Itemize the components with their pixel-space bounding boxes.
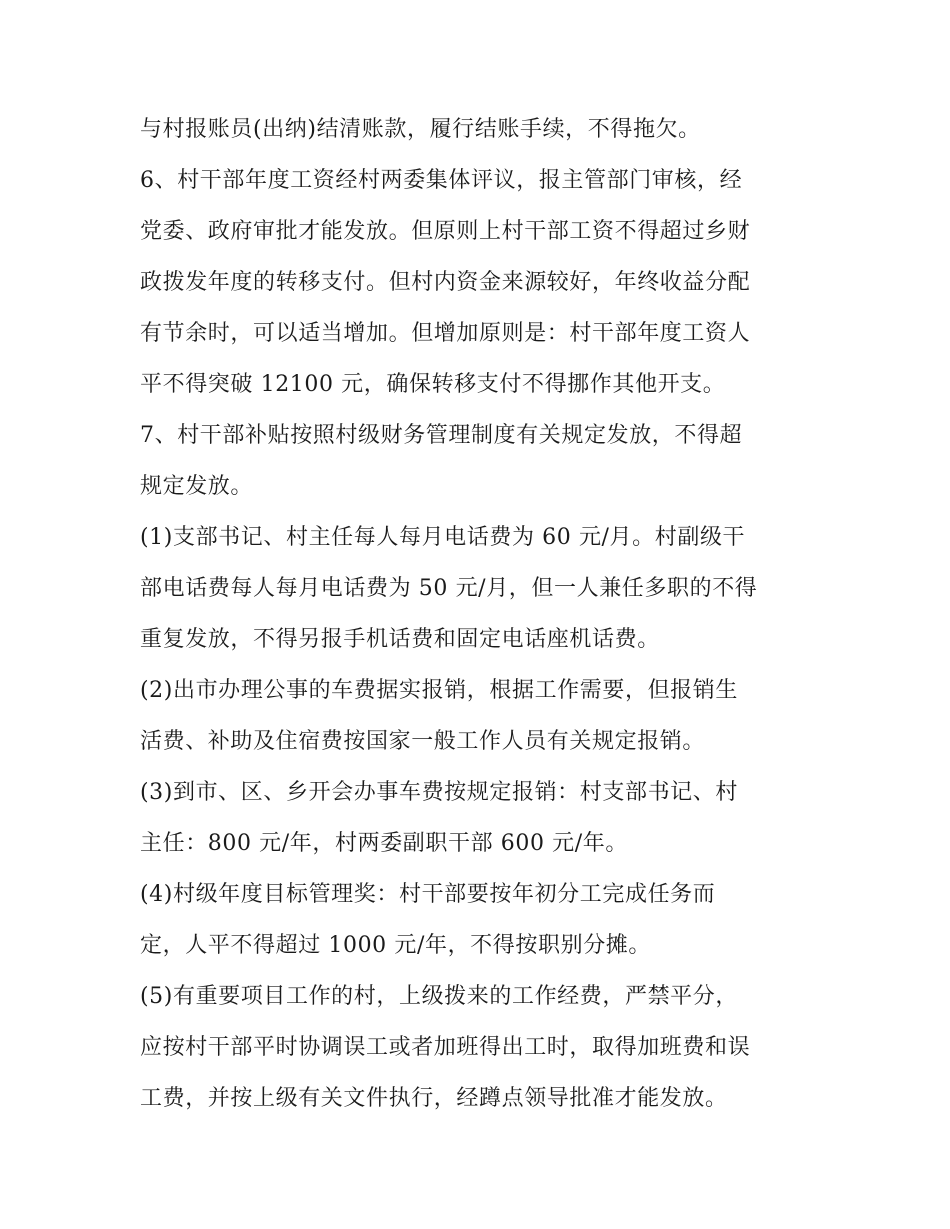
text-line: 部电话费每人每月电话费为 50 元/月，但一人兼任多职的不得 bbox=[140, 576, 758, 601]
text-line: 定，人平不得超过 1000 元/年，不得按职别分摊。 bbox=[140, 933, 651, 958]
text-line: (4)村级年度目标管理奖：村干部要按年初分工完成任务而 bbox=[140, 882, 716, 907]
text-line: (3)到市、区、乡开会办事车费按规定报销：村支部书记、村 bbox=[140, 780, 738, 805]
text-line: (2)出市办理公事的车费据实报销，根据工作需要，但报销生 bbox=[140, 678, 738, 703]
text-line: 政拨发年度的转移支付。但村内资金来源较好，年终收益分配 bbox=[140, 270, 751, 295]
text-line: 工费，并按上级有关文件执行，经蹲点领导批准才能发放。 bbox=[140, 1086, 728, 1111]
text-line: 活费、补助及住宿费按国家一般工作人员有关规定报销。 bbox=[140, 729, 706, 754]
text-line: (5)有重要项目工作的村，上级拨来的工作经费，严禁平分， bbox=[140, 984, 738, 1009]
text-line: (1)支部书记、村主任每人每月电话费为 60 元/月。村副级干 bbox=[140, 525, 746, 550]
text-line: 与村报账员(出纳)结清账款，履行结账手续，不得拖欠。 bbox=[140, 117, 701, 142]
text-line: 有节余时，可以适当增加。但增加原则是：村干部年度工资人 bbox=[140, 321, 751, 346]
text-line: 党委、政府审批才能发放。但原则上村干部工资不得超过乡财 bbox=[140, 219, 751, 244]
text-line: 应按村干部平时协调误工或者加班得出工时，取得加班费和误 bbox=[140, 1035, 751, 1060]
text-line: 规定发放。 bbox=[140, 474, 254, 499]
text-line: 平不得突破 12100 元，确保转移支付不得挪作其他开支。 bbox=[140, 372, 726, 397]
text-line: 7、村干部补贴按照村级财务管理制度有关规定发放，不得超 bbox=[140, 423, 743, 448]
document-body bbox=[140, 104, 840, 1124]
text-line: 主任：800 元/年，村两委副职干部 600 元/年。 bbox=[140, 831, 628, 856]
text-line: 重复发放，不得另报手机话费和固定电话座机话费。 bbox=[140, 627, 660, 652]
text-line: 6、村干部年度工资经村两委集体评议，报主管部门审核，经 bbox=[140, 168, 743, 193]
